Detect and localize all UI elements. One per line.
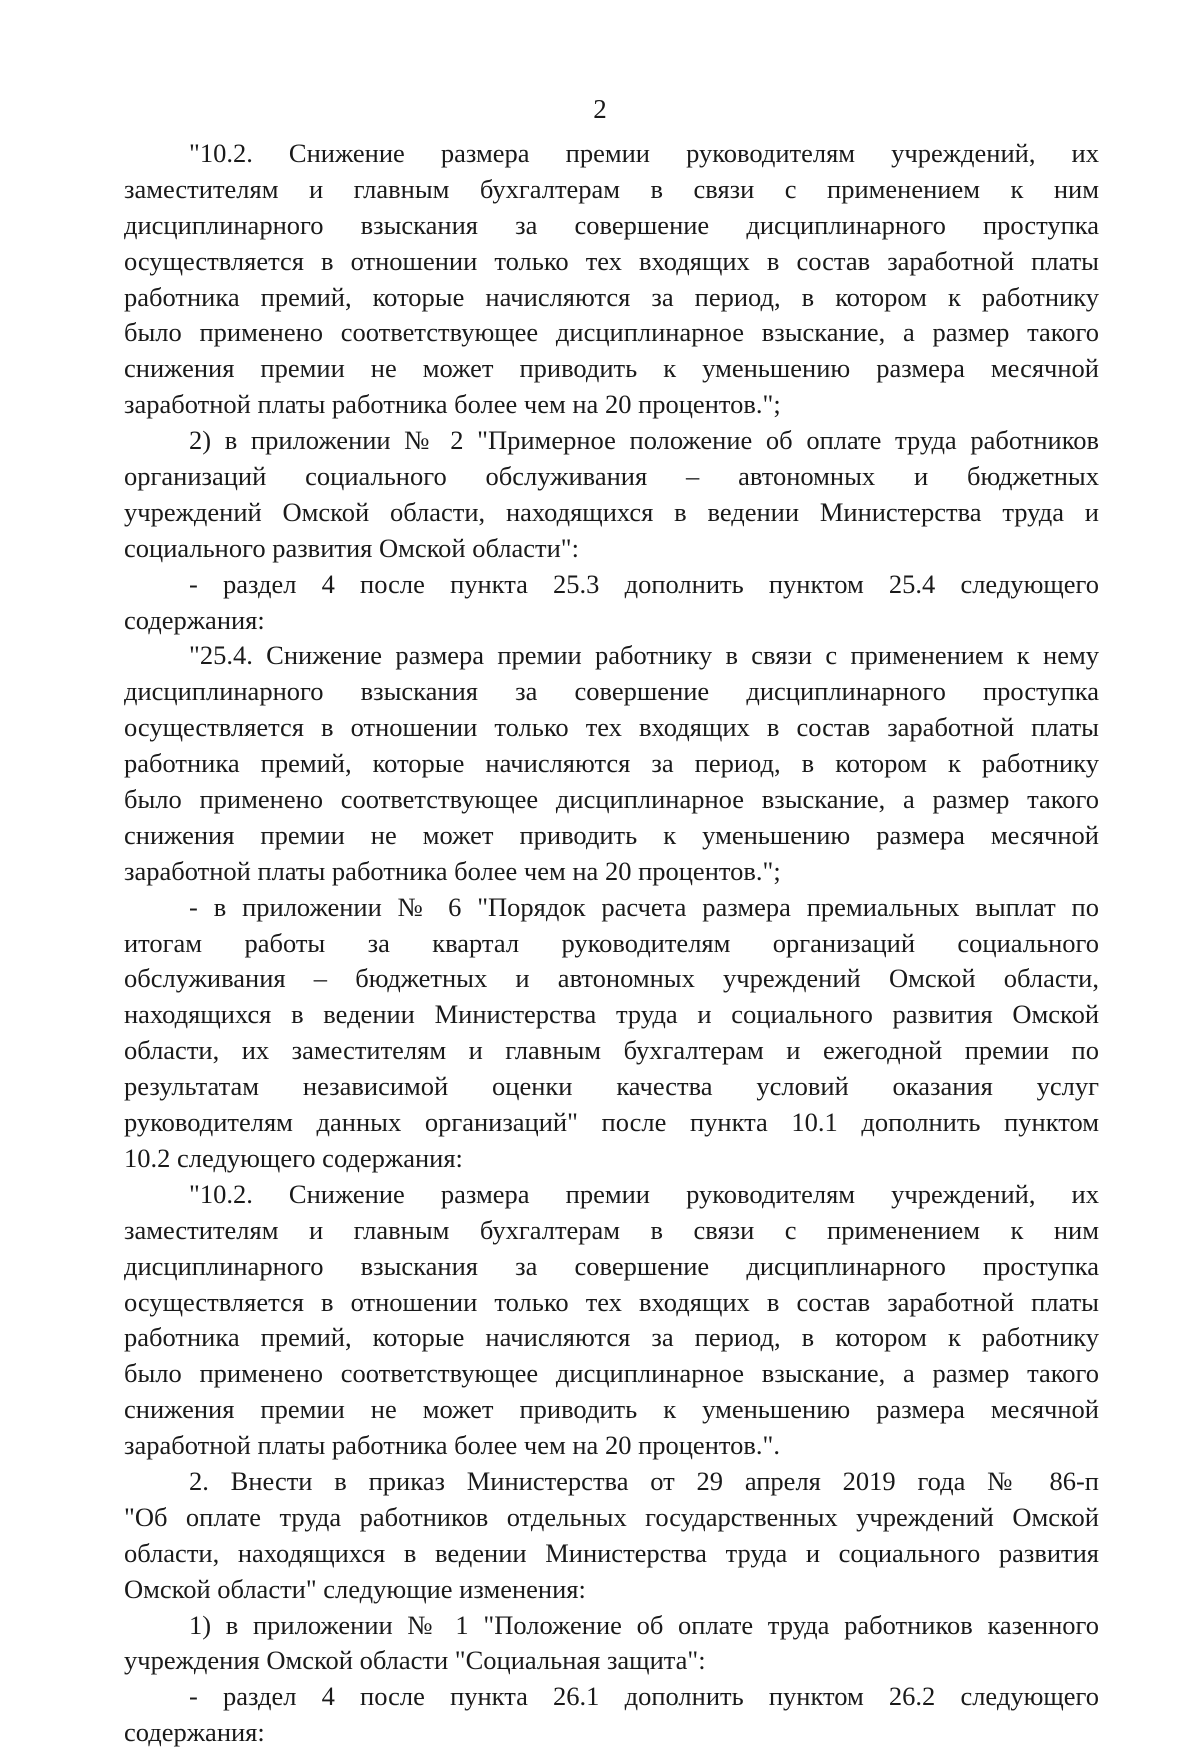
text-line: учреждений Омской области, находящихся в ведении Министерства труда и xyxy=(124,496,1099,527)
text-line: области, находящихся в ведении Министерства труда и социального развития xyxy=(124,1537,1099,1568)
text-line: "Об оплате труда работников отдельных государственных учреждений Омской xyxy=(124,1501,1099,1532)
text-line: было применено соответствующее дисциплинарное взыскание, а размер такого xyxy=(124,784,1099,815)
text-line: "25.4. Снижение размера премии работнику в связи с применением к нему xyxy=(189,640,1099,671)
text-line: работника премий, которые начисляются за период, в котором к работнику xyxy=(124,748,1099,779)
text-line: содержания: xyxy=(124,604,265,635)
text-line: заработной платы работника более чем на 20 процентов.". xyxy=(124,1430,780,1461)
text-line: дисциплинарного взыскания за совершение дисциплинарного проступка xyxy=(124,676,1099,707)
text-line: организаций социального обслуживания – автономных и бюджетных xyxy=(124,461,1099,492)
text-line: "10.2. Снижение размера премии руководителям учреждений, их xyxy=(189,138,1099,168)
text-line: руководителям данных организаций" после пункта 10.1 дополнить пунктом xyxy=(124,1107,1099,1138)
text-line: учреждения Омской области "Социальная защита": xyxy=(124,1645,706,1676)
text-line: заработной платы работника более чем на 20 процентов."; xyxy=(124,389,781,420)
text-line: - раздел 4 после пункта 26.1 дополнить пунктом 26.2 следующего xyxy=(189,1681,1099,1712)
text-line: работника премий, которые начисляются за период, в котором к работнику xyxy=(124,281,1099,312)
text-line: заместителям и главным бухгалтерам в связи с применением к ним xyxy=(124,1214,1099,1245)
text-line: 2. Внести в приказ Министерства от 29 апреля 2019 года № 86-п xyxy=(189,1465,1099,1496)
text-line: "10.2. Снижение размера премии руководителям учреждений, их xyxy=(189,1178,1099,1209)
text-line: 2) в приложении № 2 "Примерное положение об оплате труда работников xyxy=(189,425,1099,456)
text-line: снижения премии не может приводить к уменьшению размера месячной xyxy=(124,819,1099,850)
text-line: заместителям и главным бухгалтерам в связи с применением к ним xyxy=(124,173,1099,204)
document-body xyxy=(124,136,1099,1751)
text-line: содержания: xyxy=(124,1717,265,1748)
text-line: 10.2 следующего содержания: xyxy=(124,1142,463,1173)
text-line: дисциплинарного взыскания за совершение дисциплинарного проступка xyxy=(124,1250,1099,1281)
text-line: - раздел 4 после пункта 25.3 дополнить пунктом 25.4 следующего xyxy=(189,568,1099,599)
text-line: Омской области" следующие изменения: xyxy=(124,1573,586,1604)
text-line: работника премий, которые начисляются за период, в котором к работнику xyxy=(124,1322,1099,1353)
text-line: результатам независимой оценки качества условий оказания услуг xyxy=(124,1071,1099,1102)
text-line: области, их заместителям и главным бухгалтерам и ежегодной премии по xyxy=(124,1035,1099,1066)
text-line: 1) в приложении № 1 "Положение об оплате труда работников казенного xyxy=(189,1609,1099,1640)
text-line: осуществляется в отношении только тех входящих в состав заработной платы xyxy=(124,712,1099,743)
text-line: дисциплинарного взыскания за совершение дисциплинарного проступка xyxy=(124,209,1099,240)
text-line: итогам работы за квартал руководителям организаций социального xyxy=(124,927,1099,958)
text-line: осуществляется в отношении только тех входящих в состав заработной платы xyxy=(124,245,1099,276)
text-line: социального развития Омской области": xyxy=(124,532,579,563)
text-line: было применено соответствующее дисциплинарное взыскание, а размер такого xyxy=(124,317,1099,348)
text-line: снижения премии не может приводить к уменьшению размера месячной xyxy=(124,353,1099,384)
text-line: - в приложении № 6 "Порядок расчета размера премиальных выплат по xyxy=(189,891,1099,922)
page-number: 2 xyxy=(593,94,607,124)
text-line: осуществляется в отношении только тех входящих в состав заработной платы xyxy=(124,1286,1099,1317)
text-line: снижения премии не может приводить к уменьшению размера месячной xyxy=(124,1394,1099,1425)
text-line: находящихся в ведении Министерства труда и социального развития Омской xyxy=(124,999,1099,1030)
text-line: было применено соответствующее дисциплинарное взыскание, а размер такого xyxy=(124,1358,1099,1389)
text-line: обслуживания – бюджетных и автономных учреждений Омской области, xyxy=(124,963,1099,994)
text-line: заработной платы работника более чем на 20 процентов."; xyxy=(124,855,781,886)
